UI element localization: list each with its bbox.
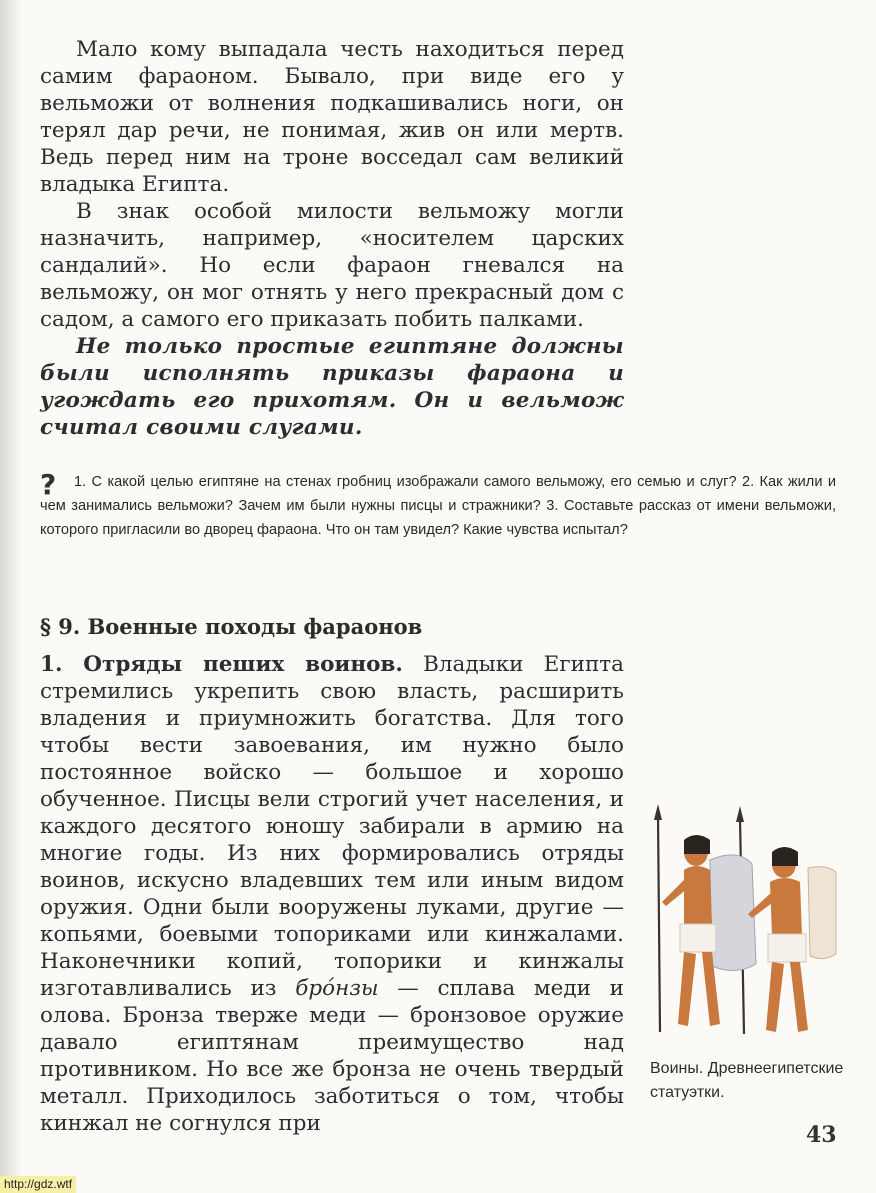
spear-1 — [658, 816, 660, 1032]
page-number: 43 — [806, 1122, 837, 1148]
warrior-2-leg-right — [790, 962, 808, 1032]
subheading: 1. Отряды пеших воинов. — [40, 652, 403, 677]
warriors-statuettes-image — [648, 804, 840, 1036]
warrior-2-kilt — [768, 934, 806, 962]
paragraph-1: Мало кому выпадала честь находиться перед самим фараоном. Бывало, при виде его у вельможи от волнения подкашивались ноги, он терял дар речи, не понимая, жив он или мертв. Ведь перед ним на троне восседал сам великий владыка Египта. — [40, 37, 624, 197]
term-bronze: бро́нзы — [295, 976, 379, 1001]
watermark-link[interactable]: http://gdz.wtf — [0, 1176, 76, 1193]
section-text-part-2: — сплава меди и олова. Бронза тверже меди — бронзовое оружие давало египтянам преимущество над противником. Но все же бронза не очень твердый металл. Приходилось заботиться о том, чтобы кинжал не согнулся при — [40, 976, 625, 1136]
warriors-figure — [648, 804, 840, 1036]
section-text-part-1: Владыки Египта стремились укрепить свою власть, расширить владения и приумножить богатства. Для того чтобы вести завоевания, им нужно было постоянное войско — большое и хорошо обученное. Писцы вели строгий учет населения, и каждого десятого юношу забирали в армию на многие годы. Из них формировались отряды воинов, искусно владевших тем или иным видом оружия. Одни были вооружены луками, другие — копьями, боевыми топориками или кинжалами. Наконечники копий, топорики и кинжалы изготавливались из — [40, 652, 624, 1001]
shield-1 — [710, 855, 756, 971]
paragraph-2: В знак особой милости вельможу могли назначить, например, «носителем царских сандалий». Но если фараон гневался на вельможу, он мог отнять у него прекрасный дом с садом, а самого его приказать побить палками. — [40, 199, 624, 332]
shield-2 — [808, 867, 836, 959]
warrior-2-hair — [772, 847, 798, 866]
section-text-block — [40, 651, 624, 1137]
questions-text: 1. С какой целью египтяне на стенах гробниц изображали самого вельможу, его семью и слуг? 2. Как жили и чем занимались вельможи? Зачем им были нужны писцы и стражники? 3. Составьте рассказ от имени вельможи, которого пригласили во дворец фараона. Что он там увидел? Какие чувства испытал? — [40, 474, 836, 538]
warrior-1-leg-left — [678, 952, 696, 1026]
spear-tip-1 — [654, 804, 662, 820]
conclusion-paragraph: Не только простые египтяне должны были исполнять приказы фараона и угождать его прихотям. Он и вельмож считал своими слугами. — [40, 334, 624, 440]
warrior-1-torso — [684, 866, 712, 926]
warrior-2-torso — [770, 878, 802, 936]
warrior-1-hair — [684, 835, 710, 854]
top-text-block — [40, 36, 624, 441]
questions-block — [40, 470, 836, 542]
section-paragraph — [40, 651, 624, 1137]
page-gutter-shadow — [0, 0, 22, 1193]
figure-caption: Воины. Древнеегипетские статуэтки. — [650, 1060, 844, 1101]
warrior-1-kilt — [680, 924, 716, 952]
warrior-2-leg-left — [766, 962, 784, 1032]
question-mark-icon: ? — [40, 468, 57, 501]
section-title: § 9. Военные походы фараонов — [40, 614, 423, 639]
spear-tip-2 — [736, 806, 744, 822]
